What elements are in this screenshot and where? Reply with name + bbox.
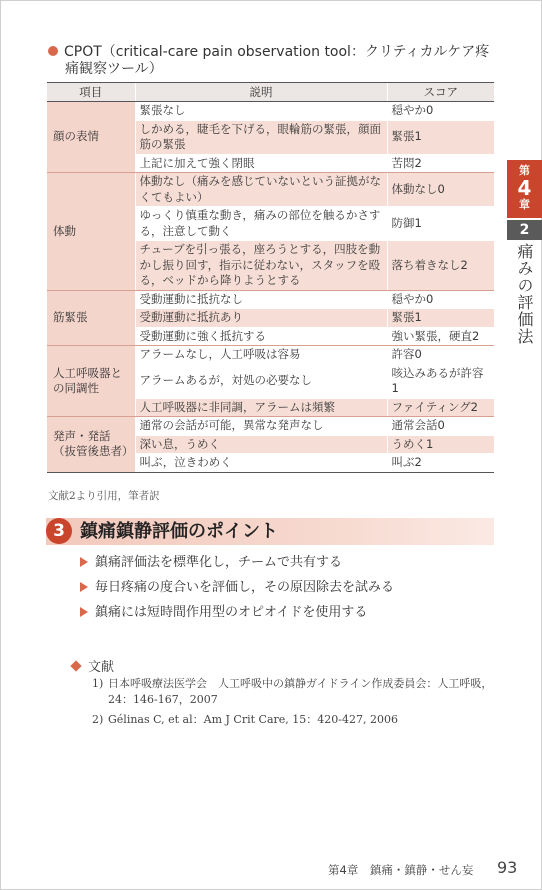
section-title: 鎮痛鎮静評価のポイント [80,521,278,542]
references-list [92,676,494,732]
score-cell: 通常会話0 [387,417,494,436]
triangle-bullet-icon [80,557,88,567]
item-cell: 発声・発話（抜管後患者） [47,417,135,473]
table-row [47,290,494,309]
reference-number: 1) [92,677,104,690]
description-cell: 通常の会話が可能，異常な発声なし [135,417,387,436]
triangle-bullet-icon [80,582,88,592]
bullet-dot-icon [48,46,58,56]
cpot-heading [48,44,498,78]
score-cell: 強い緊張，硬直2 [387,327,494,346]
score-cell: 穏やか0 [387,102,494,121]
diamond-bullet-icon [70,660,81,671]
column-header-description: 説明 [135,83,387,102]
reference-item [92,676,494,708]
item-cell: 筋緊張 [47,290,135,346]
point-text: 鎮痛には短時間作用型のオピオイドを使用する [95,605,368,620]
score-cell: 許容0 [387,346,494,365]
references-heading-text: 文献 [88,660,115,675]
score-cell: ファイティング2 [387,398,494,417]
column-header-item: 項目 [47,83,135,102]
point-text: 毎日疼痛の度合いを評価し，その原因除去を試みる [95,580,395,595]
description-cell: 受動運動に抵抗あり [135,309,387,328]
list-item [80,600,394,625]
chapter-tab [507,160,542,218]
table-row [47,417,494,436]
description-cell: アラームなし，人工呼吸は容易 [135,346,387,365]
description-cell: チューブを引っ張る，座ろうとする，四肢を動かし振り回す，指示に従わない，スタッフを殴る，ベッドから降りようとする [135,241,387,291]
footer-chapter-title: 第4章 鎮痛・鎮静・せん妄 [328,863,474,877]
score-cell: 苦悶2 [387,154,494,173]
section-tab-title: 痛みの評価法 [515,243,534,345]
list-item [80,550,394,575]
description-cell: 上記に加えて強く閉眼 [135,154,387,173]
reference-text: 日本呼吸療法医学会 人工呼吸中の鎮静ガイドライン作成委員会：人工呼吸，24：146-167，2007 [108,677,493,706]
description-cell: アラームあるが，対処の必要なし [135,364,387,398]
score-cell: うめく1 [387,435,494,454]
column-header-score: スコア [387,83,494,102]
triangle-bullet-icon [80,607,88,617]
description-cell: 緊張なし [135,102,387,121]
section-tab-number: 2 [507,220,542,240]
item-cell: 顔の表情 [47,102,135,173]
cpot-table [47,82,494,473]
section-number-badge: 3 [46,518,72,544]
reference-text: Gélinas C, et al：Am J Crit Care, 15：420-427, 2006 [108,713,398,726]
chapter-prefix: 第 [519,164,530,177]
score-cell: 緊張1 [387,309,494,328]
score-cell: 体動なし0 [387,173,494,207]
point-text: 鎮痛評価法を標準化し，チームで共有する [95,555,343,570]
item-cell: 人工呼吸器との同調性 [47,346,135,417]
table-row [47,346,494,365]
key-points-list [80,550,394,625]
description-cell: 深い息，うめく [135,435,387,454]
score-cell: 落ち着きなし2 [387,241,494,291]
score-cell: 防御1 [387,207,494,241]
description-cell: 受動運動に抵抗なし [135,290,387,309]
score-cell: 緊張1 [387,120,494,154]
chapter-suffix: 章 [519,198,530,211]
chapter-number: 4 [517,176,532,200]
description-cell: 受動運動に強く抵抗する [135,327,387,346]
score-cell: 叫ぶ2 [387,454,494,473]
references-heading [72,656,114,675]
score-cell: 咳込みあるが許容1 [387,364,494,398]
description-cell: 人工呼吸器に非同調，アラームは頻繁 [135,398,387,417]
reference-number: 2) [92,713,104,726]
description-cell: 叫ぶ，泣きわめく [135,454,387,473]
table-source-note: 文献2より引用，筆者訳 [48,490,160,502]
reference-item [92,712,494,728]
table-header-row [47,83,494,102]
table-row [47,173,494,207]
cpot-heading-line2: 痛観察ツール） [65,61,163,77]
description-cell: しかめる，睫毛を下げる，眼輪筋の緊張，顔面筋の緊張 [135,120,387,154]
description-cell: ゆっくり慎重な動き，痛みの部位を触るかさする，注意して動く [135,207,387,241]
list-item [80,575,394,600]
item-cell: 体動 [47,173,135,291]
table-row [47,102,494,121]
page-number: 93 [497,858,518,877]
description-cell: 体動なし（痛みを感じていないという証拠がなくてもよい） [135,173,387,207]
score-cell: 穏やか0 [387,290,494,309]
cpot-heading-line1: CPOT（critical-care pain observation tool：クリティカルケア疼 [64,44,490,60]
